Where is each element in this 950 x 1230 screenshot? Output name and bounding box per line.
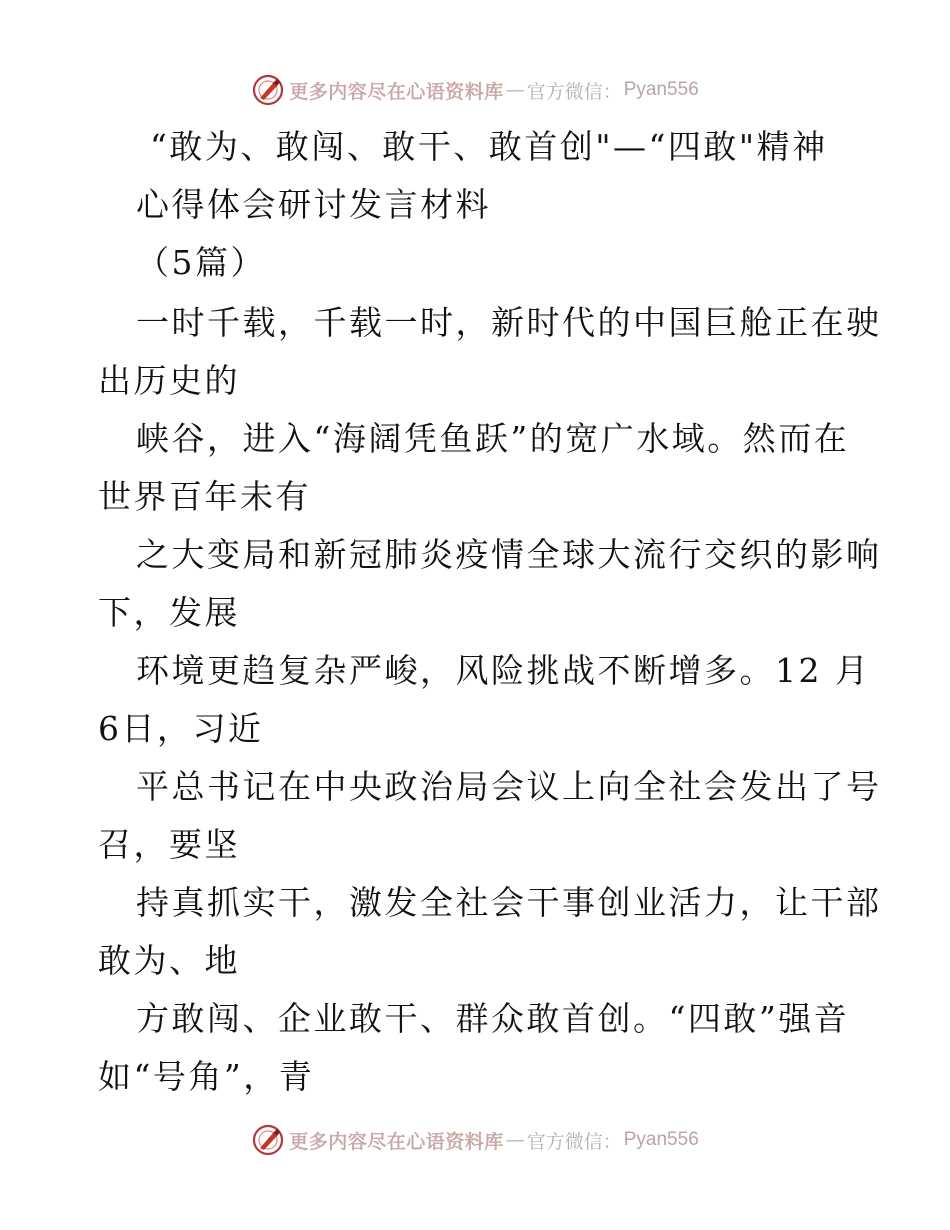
document-title-line-1: “敢为、敢闯、敢干、敢首创"—“四敢"精神 <box>150 127 828 166</box>
watermark-official-label: 官方微信： <box>526 1130 622 1153</box>
watermark-brand: 更多内容尽在心语资料库 <box>289 1130 504 1153</box>
watermark-separator: — <box>505 1129 525 1151</box>
paragraph-line: 一时千载，千载一时，新时代的中国巨舱正在驶 <box>136 303 882 342</box>
watermark-official-label: 官方微信： <box>526 80 622 103</box>
paragraph-line: 6日，习近 <box>98 709 264 748</box>
watermark-wechat-id: Pyan556 <box>623 1129 699 1150</box>
footer-watermark <box>0 1120 950 1160</box>
paragraph-line: 峡谷，进入“海阔凭鱼跃”的宽广水域。然而在 <box>136 419 850 458</box>
paragraph-line: 召，要坚 <box>98 825 240 864</box>
document-title-line-2: 心得体会研讨发言材料 <box>136 185 491 224</box>
paragraph-line: 世界百年未有 <box>98 477 311 516</box>
document-subtitle: （5篇） <box>136 243 266 282</box>
pen-nib-circle-icon <box>251 1123 285 1157</box>
watermark-separator: — <box>505 79 525 101</box>
paragraph-line: 下，发展 <box>98 593 240 632</box>
paragraph-line: 出历史的 <box>98 361 240 400</box>
watermark-wechat-id: Pyan556 <box>623 79 699 100</box>
paragraph-line: 环境更趋复杂严峻，风险挑战不断增多。12 月 <box>136 651 871 690</box>
paragraph-line: 平总书记在中央政治局会议上向全社会发出了号 <box>136 767 882 806</box>
paragraph-line: 敢为、地 <box>98 941 240 980</box>
watermark-brand: 更多内容尽在心语资料库 <box>289 80 504 103</box>
paragraph-line: 之大变局和新冠肺炎疫情全球大流行交织的影响 <box>136 535 882 574</box>
paragraph-line: 方敢闯、企业敢干、群众敢首创。“四敢”强音 <box>136 999 850 1038</box>
paragraph-line: 如“号角”，青 <box>98 1057 315 1096</box>
paragraph-line: 持真抓实干，激发全社会干事创业活力，让干部 <box>136 883 882 922</box>
